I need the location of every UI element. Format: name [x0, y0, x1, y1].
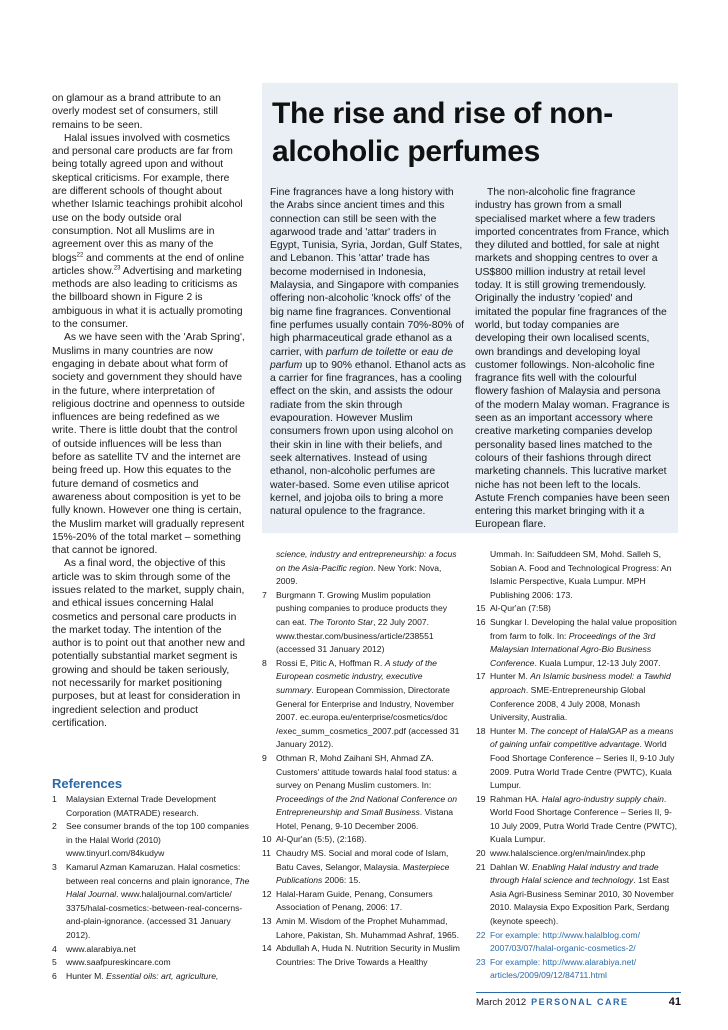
reference-item: 18 Hunter M. The concept of HalalGAP as a means of gaining unfair competitive advantage. World Food Shortage Conference – Series II, 9-10 July 2009. Putra World Trade Centre (PWTC), Kuala Lumpur. [476, 725, 675, 791]
reference-item: 12 Halal-Haram Guide, Penang, Consumers Association of Penang, 2006: 17. [262, 888, 433, 913]
sidebar-column-1 [270, 186, 466, 518]
reference-item: 19 Rahman HA. Halal agro-industry supply chain. World Food Shortage Conference – Series II, 9-10 July 2009, Putra World Trade Centre (PWTC), Kuala Lumpur. [476, 793, 678, 845]
reference-link-item[interactable]: 22 For example: http://www.halalblog.com/ 2007/03/07/halal-organic-cosmetics-2/ [476, 929, 640, 954]
issue-date: March 2012 [476, 997, 527, 1008]
footnote-ref: 22 [76, 252, 84, 259]
reference-item: 16 Sungkar I. Developing the halal value proposition from farm to folk. In: Proceedings of the 3rd Malaysian International Agro-Bio Business Conference. Kuala Lumpur, 12-13 July 2007. [476, 616, 677, 668]
reference-item: 17 Hunter M. An Islamic business model: a Tawhid approach. SME-Entrepreneurship Global Conference 2008, 4 July 2008, Monash University, Australia. [476, 671, 671, 723]
sidebar-title: The rise and rise of non-alcoholic perfumes [272, 97, 613, 168]
reference-item: 7 Burgmann T. Growing Muslim population pushing companies to produce products they can eat. The Toronto Star, 22 July 2007. www.thestar.com/business/article/238551 (accessed 31 January 2012) [262, 589, 448, 655]
reference-item: 9 Othman R, Mohd Zaihani SH, Ahmad ZA. Customers' attitude towards halal food status: a survey on Penang Muslim customers. In: Proceedings of the 2nd National Conference on Entrepreneurship and Small Business. Vistana Hotel, Penang, 9-10 December 2006. [262, 752, 458, 831]
reference-item: 15 Al-Qur'an (7:58) [476, 603, 551, 614]
reference-item: 2 See consumer brands of the top 100 companies in the Halal World (2010) www.tinyurl.com/84kudyw [52, 821, 249, 859]
paragraph: Fine fragrances have a long history with the Arabs since ancient times and this connection can still be seen with the agarwood trade and 'attar' traders in Egypt, Tunisia, Syria, Jordan, Gulf States, and Lebanon. This 'attar' trade has become modernised in Indonesia, Malaysia, and Singapore with companies offering non-alcoholic 'knock offs' of the big name fine fragrances. Conventional fine perfumes usually contain 70%-80% of high pharmaceutical grade ethanol as a carrier, with parfum de toilette or eau de parfum up to 90% ethanol. Ethanol acts as a carrier for fine fragrances, has a cooling effect on the skin, and assists the odour radiate from the skin through evapouration. However Muslim consumers frown upon using alcohol on their skin in line with their beliefs, and seek alternatives. Instead of using ethanol, non-alcoholic perfumes are water-based. Some even utilise apricot kernel, and jojoba oils to bring a more natural opulence to the fragrance. [270, 187, 466, 518]
paragraph: As we have seen with the 'Arab Spring', Muslims in many countries are now engaging in debate about what form of society and government they should have in the future, where interpretation of religious doctrine and openness to outside influences are being redefined as we write. There is little doubt that the control of outside influences will be less than before as satellite TV and the internet are being freed up. How this equates to the future demand of cosmetics and awareness about composition is yet to be fully known. However one thing is certain, the Muslim market will gradually represent 15%-20% of the total market – something that cannot be ignored. [52, 332, 245, 557]
references-heading: References [52, 776, 123, 791]
reference-item: 5 www.saafpureskincare.com [52, 957, 171, 968]
reference-item-continued: Ummah. In: Saifuddeen SM, Mohd. Salleh S, Sobian A. Food and Technological Progress: An Islamic Perspective, Kuala Lumpur. MPH Publishing 2006: 173. [490, 549, 672, 600]
paragraph: The non-alcoholic fine fragrance industry has grown from a small specialised market where a few traders imported concentrates from France, which they diluted and bottled, for sale at night markets and shopping centres to over a US$800 million industry at retail level today. It is still growing tremendously. Originally the industry 'copied' and imitated the popular fine fragrances of the world, but today companies are developing their own localised scents, own brandings and developing loyal customer followings. Non-alcoholic fine fragrance fits well with the colourful flowery fashion of Malaysia and persona of the modern Malay woman. Fragrance is seen as an important accessory where creative marketing companies develop personality based lines matched to the colours of their fashions through direct marketing channels. This lucrative market niche has not been left to the locals. Astute French companies have been seen entering this market bringing with it a European flare. [475, 187, 670, 531]
sidebar-column-2 [475, 186, 671, 532]
footer-rule [476, 992, 681, 993]
references-column-3 [476, 548, 681, 983]
paragraph: on glamour as a brand attribute to an overly modest set of consumers, still remains to be seen. [52, 93, 221, 131]
reference-item: 4 www.alarabiya.net [52, 943, 136, 954]
reference-item: 1 Malaysian External Trade Development Corporation (MATRADE) research. [52, 794, 216, 818]
magazine-name: PERSONAL CARE [531, 997, 629, 1007]
reference-item: 6 Hunter M. Essential oils: art, agriculture, [52, 970, 219, 981]
reference-item: 11 Chaudry MS. Social and moral code of Islam, Batu Caves, Selangor, Malaysia. Masterpiece Publications 2006: 15. [262, 848, 450, 886]
reference-item: 13 Amin M. Wisdom of the Prophet Muhammad, Lahore, Pakistan, Sh. Muhammad Ashraf, 1965. [262, 916, 459, 940]
reference-item: 3 Kamarul Azman Kamaruzan. Halal cosmetics: between real concerns and plain ignorance, The Halal Journal. www.halaljournal.com/article/ 3375/halal-cosmetics:-between-real-concerns-and-plain-ignorance. (accessed 31 January 2012). [52, 861, 250, 940]
reference-item: 21 Dahlan W. Enabling Halal industry and trade through Halal science and technology. 1st East Asia Agri-Business Seminar 2010, 30 November 2010. Malaysia Expo Exposition Park, Serdang (keynote speech). [476, 861, 674, 927]
paragraph: Halal issues involved with cosmetics and personal care products are far from being totally agreed upon and without skeptical criticisms. For example, there are different schools of thought about whether Islamic teachings prohibit alcohol use on the body outside oral consumption. Not all Muslims are in agreement over this as many of the blogs$^{22}$ and comments at the end of online articles show.$^{23}$ Advertising and marketing methods are also leading to criticisms as the billboard shown in Figure 2 is ambiguous in what it is actually promoting to the consumer. [52, 132, 245, 331]
left-article-column [52, 92, 245, 730]
footnote-ref: 23 [113, 265, 121, 272]
reference-item: 20 www.halalscience.org/en/main/index.php [476, 848, 646, 859]
page-footer [476, 996, 681, 1008]
references-column-1 [52, 793, 252, 983]
paragraph: As a final word, the objective of this article was to skim through some of the issues related to the market, supply chain, and ethical issues concerning Halal cosmetics and personal care products in the market today. The intention of the author is to point out that another new and potentially substantial market segment is growing and should be taken seriously, not necessarily for market positioning purposes, but at least for consideration in ingredient selection and product certification. [52, 558, 245, 729]
reference-link-item[interactable]: 23 For example: http://www.alarabiya.net/ articles/2009/09/12/84711.html [476, 956, 637, 981]
page-number: 41 [668, 996, 681, 1008]
reference-item: 10 Al-Qur'an (5:5), (2:168). [262, 834, 367, 845]
reference-item-continued: science, industry and entrepreneurship: a focus on the Asia-Pacific region. New York: Nova, 2009. [276, 549, 457, 587]
sidebar-box [262, 83, 678, 533]
reference-item: 8 Rossi E, Pitic A, Hoffman R. A study of the European cosmetic industry, executive summary. European Commission, Directorate General for Enterprise and Industry, November 2007. ec.europa.eu/enterprise/cosmetics/doc /exec_summ_cosmetics_2007.pdf (accessed 31 January 2012). [262, 657, 460, 750]
reference-item: 14 Abdullah A, Huda N. Nutrition Security in Muslim Countries: The Drive Towards a Healthy [262, 943, 460, 967]
references-column-2 [262, 548, 462, 969]
